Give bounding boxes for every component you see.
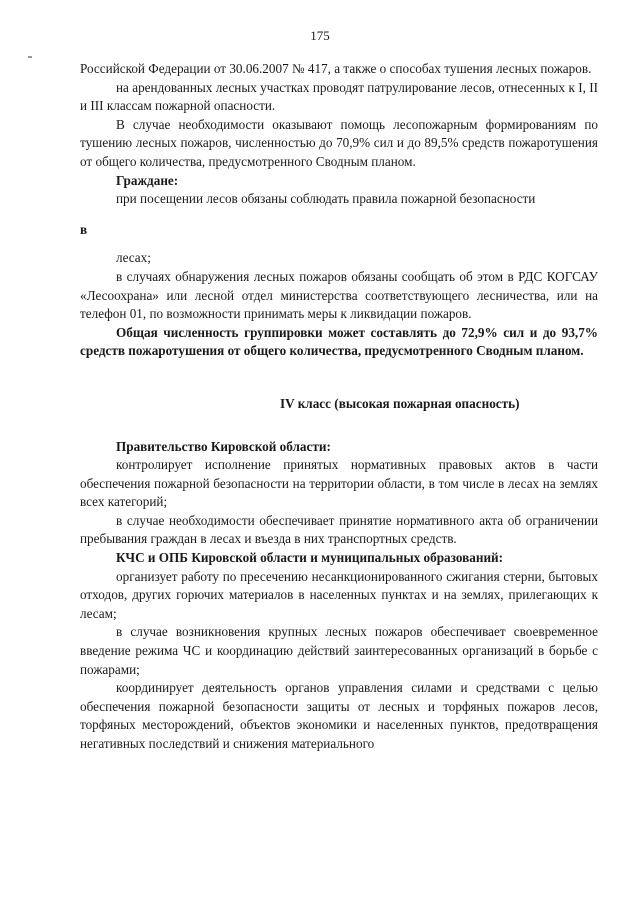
paragraph-report-fires: в случаях обнаружения лесных пожаров обязаны сообщать об этом в РДС КОГСАУ «Лесоохрана» или лесной отдел министерства соответствующего лесничества, или на телефон 01, по возможности принимать меры к ликвидации пожаров.: [80, 268, 598, 322]
section-title-class-iv: IV класс (высокая пожарная опасность): [280, 395, 520, 411]
paragraph-continuation: Российской Федерации от 30.06.2007 № 417, а также о способах тушения лесных пожаров.: [80, 61, 592, 76]
paragraph-restriction: в случае необходимости обеспечивает принятие нормативного акта об ограничении пребывания граждан в лесах и въезда в них транспортных средств.: [80, 512, 598, 547]
paragraph-visit-rules: при посещении лесов обязаны соблюдать правила пожарной безопасности: [116, 191, 536, 207]
spacer: [80, 361, 598, 395]
document-body: [80, 60, 598, 754]
page-number: 175: [310, 28, 330, 43]
paragraph-patrol: на арендованных лесных участках проводят патрулирование лесов, отнесенных к I, II и III классам пожарной опасности.: [80, 79, 598, 114]
heading-citizens: Граждане:: [116, 172, 179, 188]
paragraph-stubble-burning: организует работу по пресечению несанкционированного сжигания стерни, бытовых отходов, других горючих материалов в населенных пунктах и на землях, прилегающих к лесам;: [80, 568, 598, 621]
paragraph-control: контролирует исполнение принятых нормативных правовых актов в части обеспечения пожарной безопасности на территории области, в том числе в лесах на землях всех категорий;: [80, 457, 598, 510]
paragraph-total-group: Общая численность группировки может составлять до 72,9% сил и до 93,7% средств пожаротушения от общего количества, предусмотренного Сводным планом.: [80, 324, 598, 359]
margin-mark: [28, 56, 32, 58]
paragraph-assistance: В случае необходимости оказывают помощь лесопожарным формированиям по тушению лесных пожаров, численностью до 70,9% сил и до 89,5% средств пожаротушения от общего количества, предусмотренного Сводным планом.: [80, 116, 598, 169]
paragraph-forests: лесах;: [116, 250, 151, 266]
spacer: [80, 414, 598, 438]
paragraph-emergency-regime: в случае возникновения крупных лесных пожаров обеспечивает своевременное введение режима ЧС и координацию действий заинтересованных организаций в борьбе с пожарами;: [80, 624, 598, 677]
paragraph-coordination: координирует деятельность органов управления силами и средствами с целью обеспечения пожарной безопасности защиты от лесных и торфяных пожаров лесов, торфяных месторождений, объектов экономики и населенных пунктов, предотвращения негативных последствий и снижения материального: [80, 680, 598, 751]
orphan-word: в: [80, 221, 88, 237]
heading-government: Правительство Кировской области:: [116, 438, 331, 454]
heading-kchs: КЧС и ОПБ Кировской области и муниципальных образований:: [116, 550, 504, 566]
